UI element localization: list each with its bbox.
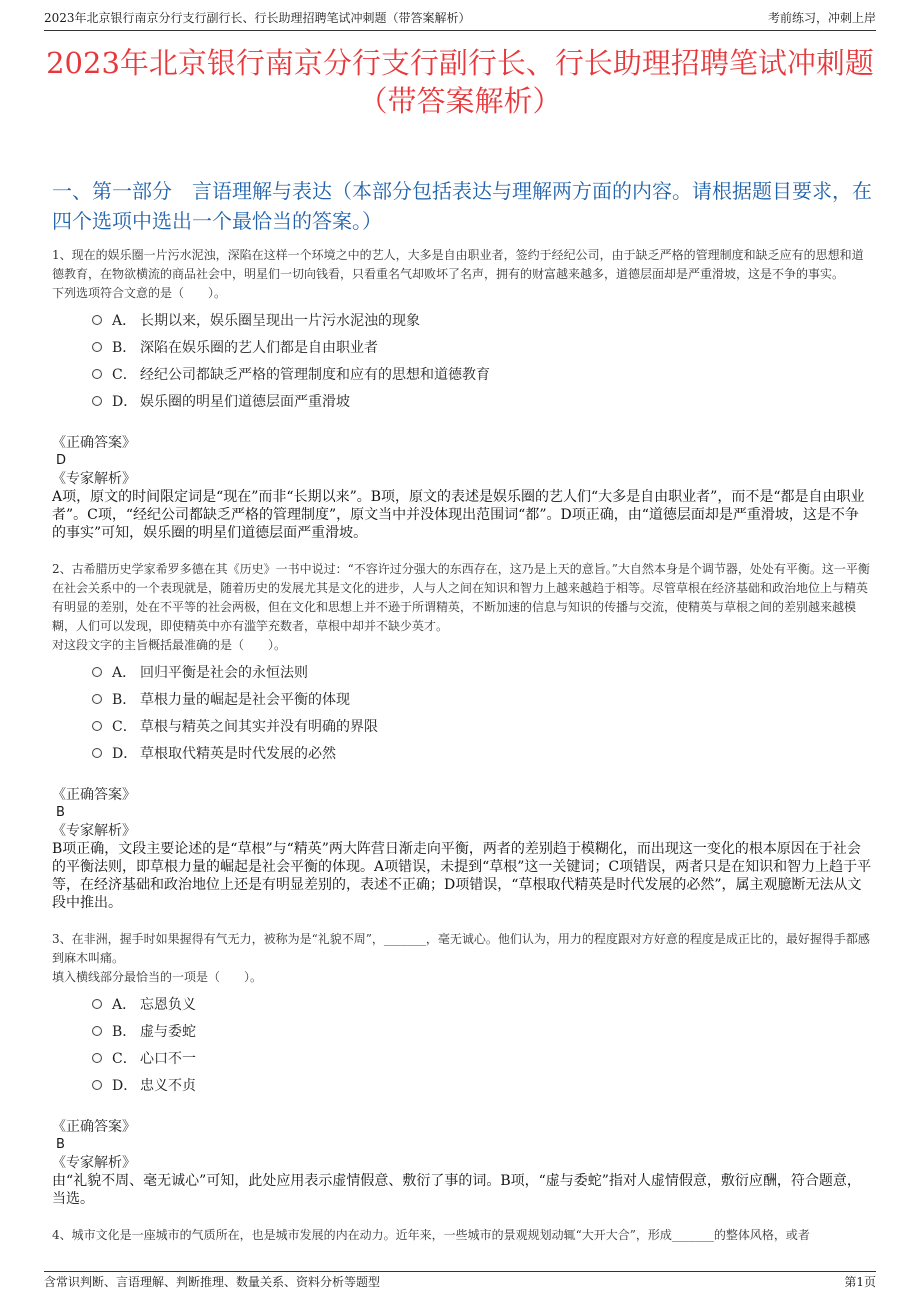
answer-block bbox=[52, 434, 872, 542]
analysis-text: A项，原文的时间限定词是“现在”而非“长期以来”。B项，原文的表述是娱乐圈的艺人们“大多是自由职业者”，而不是“都是自由职业者”。C项，“经纪公司都缺乏严格的管理制度”，原文当中并没体现出范围词“都”。D项正确，由“道德层面却是严重滑坡，这是不争的事实”可知，娱乐圈的明星们道德层面严重滑坡。 bbox=[52, 489, 865, 541]
option-text: 忠义不贞 bbox=[140, 1077, 196, 1094]
option-text: 娱乐圈的明星们道德层面严重滑坡 bbox=[140, 393, 350, 410]
question-2 bbox=[52, 560, 872, 912]
question-prompt: 对这段文字的主旨概括最准确的是（ ）。 bbox=[52, 638, 287, 652]
option-text: 回归平衡是社会的永恒法则 bbox=[140, 664, 308, 681]
question-1 bbox=[52, 246, 872, 542]
radio-icon[interactable] bbox=[92, 694, 102, 704]
option-d[interactable] bbox=[92, 1071, 872, 1098]
option-letter: B． bbox=[112, 691, 137, 708]
analysis-label: 《专家解析》 bbox=[52, 1155, 136, 1171]
header-right-text: 考前练习，冲刺上岸 bbox=[767, 11, 876, 25]
option-letter: C． bbox=[112, 718, 137, 735]
radio-icon[interactable] bbox=[92, 1053, 102, 1063]
option-letter: A． bbox=[112, 996, 137, 1013]
option-text: 长期以来，娱乐圈呈现出一片污水泥浊的现象 bbox=[140, 312, 420, 329]
question-stem: 1、现在的娱乐圈一片污水泥浊，深陷在这样一个环境之中的艺人，大多是自由职业者，签约于经纪公司，由于缺乏严格的管理制度和缺乏应有的思想和道德教育，在物欲横流的商品社会中，明星们一切向钱看，只看重名气却败坏了名声，拥有的财富越来越多，道德层面却是严重滑坡，这是不争的事实。 bbox=[52, 248, 864, 281]
option-c[interactable] bbox=[92, 712, 872, 739]
question-stem: 4、城市文化是一座城市的气质所在，也是城市发展的内在动力。近年来，一些城市的景观规划动辄“大开大合”，形成_______的整体风格，或者 bbox=[52, 1228, 810, 1242]
question-prompt: 下列选项符合文意的是（ ）。 bbox=[52, 286, 227, 300]
question-stem: 2、古希腊历史学家希罗多德在其《历史》一书中说过：“不容许过分强大的东西存在，这乃是上天的意旨。”大自然本身是个调节器，处处有平衡。这一平衡在社会关系中的一个表现就是，随着历史的发展尤其是文化的进步，人与人之间在知识和智力上越来越趋于相等。尽管草根在经济基础和政治地位上与精英有明显的差别，处在不平等的社会两极，但在文化和思想上并不逊于所谓精英，不断加速的信息与知识的传播与交流，使精英与草根之间的差别越来越模糊，人们可以发现，即使精英中亦有滥竽充数者，草根中却并不缺少英才。 bbox=[52, 562, 870, 633]
option-letter: A． bbox=[112, 312, 137, 329]
option-list bbox=[92, 990, 872, 1098]
option-text: 经纪公司都缺乏严格的管理制度和应有的思想和道德教育 bbox=[140, 366, 490, 383]
radio-icon[interactable] bbox=[92, 1026, 102, 1036]
question-stem: 3、在非洲，握手时如果握得有气无力，被称为是“礼貌不周”，_______，毫无诚心。他们认为，用力的程度跟对方好意的程度是成正比的，最好握得手都感到麻木叫痛。 bbox=[52, 932, 870, 965]
analysis-label: 《专家解析》 bbox=[52, 823, 136, 839]
radio-icon[interactable] bbox=[92, 999, 102, 1009]
option-a[interactable] bbox=[92, 306, 872, 333]
option-letter: B． bbox=[112, 1023, 137, 1040]
option-a[interactable] bbox=[92, 658, 872, 685]
option-c[interactable] bbox=[92, 360, 872, 387]
option-letter: D． bbox=[112, 1077, 138, 1094]
question-list bbox=[52, 246, 872, 1263]
option-b[interactable] bbox=[92, 333, 872, 360]
option-text: 草根力量的崛起是社会平衡的体现 bbox=[140, 691, 350, 708]
header-left-text: 2023年北京银行南京分行支行副行长、行长助理招聘笔试冲刺题（带答案解析） bbox=[44, 11, 471, 25]
radio-icon[interactable] bbox=[92, 667, 102, 677]
analysis-text: 由“礼貌不周、毫无诚心”可知，此处应用表示虚情假意、敷衍了事的词。B项，“虚与委蛇”指对人虚情假意，敷衍应酬，符合题意，当选。 bbox=[52, 1173, 861, 1207]
radio-icon[interactable] bbox=[92, 721, 102, 731]
option-list bbox=[92, 306, 872, 414]
footer-left-text: 含常识判断、言语理解、判断推理、数量关系、资料分析等题型 bbox=[44, 1275, 381, 1289]
analysis-text: B项正确，文段主要论述的是“草根”与“精英”两大阵营日渐走向平衡，两者的差别趋于模糊化，而出现这一变化的根本原因在于社会的平衡法则，即草根力量的崛起是社会平衡的体现。A项错误，未提到“草根”这一关键词；C项错误，两者只是在知识和智力上趋于平等，在经济基础和政治地位上还是有明显差别的，表述不正确；D项错误，“草根取代精英是时代发展的必然”，属主观臆断无法从文段中推出。 bbox=[52, 841, 872, 911]
option-a[interactable] bbox=[92, 990, 872, 1017]
option-letter: D． bbox=[112, 745, 138, 762]
option-text: 草根取代精英是时代发展的必然 bbox=[140, 745, 336, 762]
answer-label: 《正确答案》 bbox=[52, 1119, 136, 1135]
running-footer bbox=[44, 1271, 876, 1294]
option-text: 草根与精英之间其实并没有明确的界限 bbox=[140, 718, 378, 735]
option-letter: A． bbox=[112, 664, 137, 681]
option-text: 忘恩负义 bbox=[140, 996, 196, 1013]
radio-icon[interactable] bbox=[92, 315, 102, 325]
question-3 bbox=[52, 930, 872, 1208]
answer-label: 《正确答案》 bbox=[52, 435, 136, 451]
option-text: 虚与委蛇 bbox=[140, 1023, 196, 1040]
answer-block bbox=[52, 1118, 872, 1208]
radio-icon[interactable] bbox=[92, 369, 102, 379]
answer-label: 《正确答案》 bbox=[52, 787, 136, 803]
document-title: 2023年北京银行南京分行支行副行长、行长助理招聘笔试冲刺题（带答案解析） bbox=[46, 46, 874, 118]
option-b[interactable] bbox=[92, 685, 872, 712]
radio-icon[interactable] bbox=[92, 1080, 102, 1090]
option-c[interactable] bbox=[92, 1044, 872, 1071]
section-heading: 一、第一部分 言语理解与表达（本部分包括表达与理解两方面的内容。请根据题目要求，在四个选项中选出一个最恰当的答案。） bbox=[52, 179, 872, 233]
radio-icon[interactable] bbox=[92, 396, 102, 406]
running-header bbox=[44, 8, 876, 31]
page-number: 第1页 bbox=[844, 1275, 876, 1289]
option-d[interactable] bbox=[92, 387, 872, 414]
option-letter: B． bbox=[112, 339, 137, 356]
radio-icon[interactable] bbox=[92, 342, 102, 352]
option-text: 心口不一 bbox=[140, 1050, 196, 1067]
answer-value: B bbox=[56, 1137, 65, 1152]
option-text: 深陷在娱乐圈的艺人们都是自由职业者 bbox=[140, 339, 378, 356]
answer-block bbox=[52, 786, 872, 912]
option-d[interactable] bbox=[92, 739, 872, 766]
radio-icon[interactable] bbox=[92, 748, 102, 758]
option-letter: D． bbox=[112, 393, 138, 410]
answer-value: D bbox=[56, 453, 67, 468]
option-letter: C． bbox=[112, 1050, 137, 1067]
option-list bbox=[92, 658, 872, 766]
option-b[interactable] bbox=[92, 1017, 872, 1044]
question-4 bbox=[52, 1226, 872, 1245]
option-letter: C． bbox=[112, 366, 137, 383]
question-prompt: 填入横线部分最恰当的一项是（ ）。 bbox=[52, 970, 263, 984]
answer-value: B bbox=[56, 805, 65, 820]
analysis-label: 《专家解析》 bbox=[52, 471, 136, 487]
